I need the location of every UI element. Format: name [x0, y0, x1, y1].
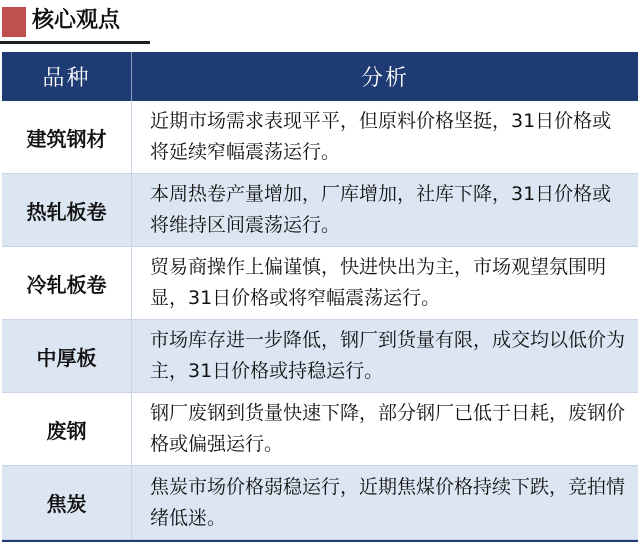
- row-6-analysis: 焦炭市场价格弱稳运行，近期焦煤价格持续下跌，竞拍情绪低迷。: [132, 466, 638, 540]
- header-underline: [0, 41, 150, 44]
- row-4-analysis: 市场库存进一步降低，钢厂到货量有限，成交均以低价为主，31日价格或持稳运行。: [132, 320, 638, 393]
- section-title: 核心观点: [32, 8, 121, 33]
- column-header-analysis: 分析: [132, 52, 638, 101]
- row-1-analysis: 近期市场需求表现平平，但原料价格坚挺，31日价格或将延续窄幅震荡运行。: [132, 101, 638, 174]
- row-2-analysis: 本周热卷产量增加，厂库增加，社库下降，31日价格或将维持区间震荡运行。: [132, 174, 638, 247]
- section-header: [0, 0, 640, 44]
- row-3-analysis: 贸易商操作上偏谨慎，快进快出为主，市场观望氛围明显，31日价格或将窄幅震荡运行。: [132, 247, 638, 320]
- row-4-variety: 中厚板: [2, 320, 132, 393]
- table-bottom-rule: [2, 540, 638, 542]
- row-5-variety: 废钢: [2, 393, 132, 466]
- row-1-variety: 建筑钢材: [2, 101, 132, 174]
- column-header-variety: 品种: [2, 52, 132, 101]
- row-2-variety: 热轧板卷: [2, 174, 132, 247]
- section-marker: [2, 7, 26, 37]
- row-3-variety: 冷轧板卷: [2, 247, 132, 320]
- row-6-variety: 焦炭: [2, 466, 132, 540]
- row-5-analysis: 钢厂废钢到货量快速下降，部分钢厂已低于日耗，废钢价格或偏强运行。: [132, 393, 638, 466]
- analysis-table: [2, 52, 638, 540]
